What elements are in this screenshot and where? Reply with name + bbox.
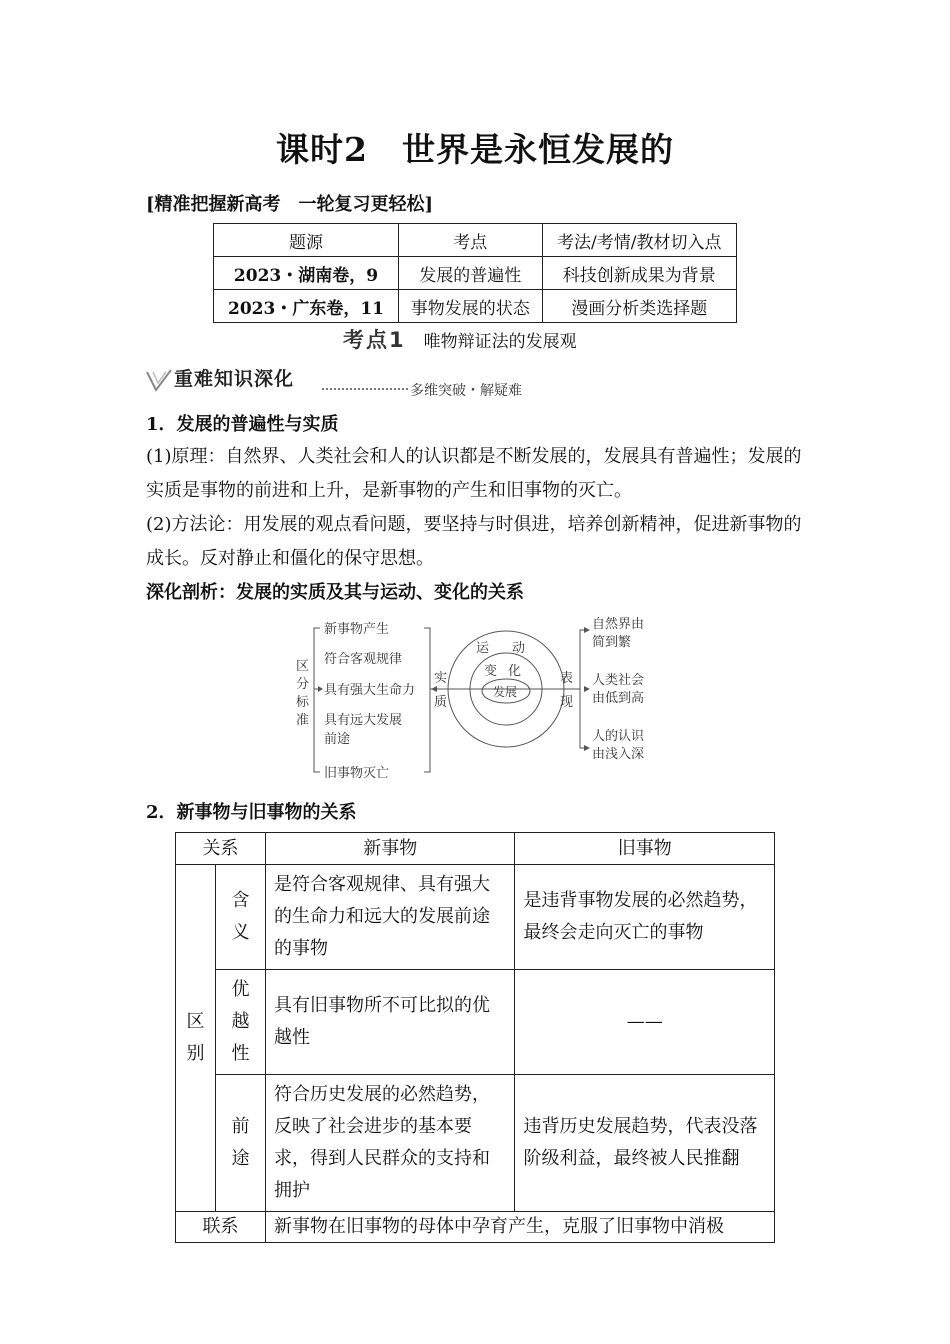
page-title: 课时2 世界是永恒发展的 (276, 130, 674, 169)
analysis-heading: 深化剖析：发展的实质及其与运动、变化的关系 (146, 582, 524, 603)
diagram-circle-label: 变 (484, 664, 498, 679)
header-relation: 关系 (176, 833, 266, 865)
section1-heading: 1．发展的普遍性与实质 (146, 414, 339, 435)
header-new: 新事物 (265, 833, 515, 865)
link-label: 联系 (176, 1212, 266, 1243)
link-text: 新事物在旧事物的母体中孕育产生，克服了旧事物中消极 (265, 1212, 774, 1243)
diagram-criterion: 具有强大生命力 (324, 683, 416, 698)
kaodian-heading (343, 324, 577, 354)
header-source: 题源 (214, 224, 399, 257)
section2-heading: 2．新事物与旧事物的关系 (146, 802, 357, 823)
diagram-manifest: 现 (560, 695, 574, 710)
diagram-label: 标 (296, 695, 310, 710)
diagram-circle-label: 发展 (493, 685, 518, 699)
kaodian-badge: 考点1 (343, 328, 406, 352)
group-label-difference: 区 别 (176, 865, 216, 1212)
row-label-future: 前 途 (215, 1075, 265, 1212)
cell-new-superiority: 具有旧事物所不可比拟的优越性 (265, 970, 515, 1075)
diagram-essence: 实 (434, 671, 448, 686)
cell: 2023・广东卷，11 (214, 290, 399, 323)
table-row (176, 1075, 775, 1212)
section-banner (144, 364, 544, 398)
relation-table (175, 832, 775, 1243)
source-table (213, 223, 737, 323)
header-old: 旧事物 (515, 833, 775, 865)
kaodian-text: 唯物辩证法的发展观 (423, 332, 577, 352)
diagram-label: 分 (296, 677, 310, 692)
diagram-example: 由浅入深 (592, 747, 645, 762)
table-row (176, 970, 775, 1075)
cell: 科技创新成果为背景 (542, 257, 737, 290)
diagram-label: 区 (296, 659, 310, 674)
principle-paragraph: (1)原理：自然界、人类社会和人的认识都是不断发展的，发展具有普遍性；发展的实质是事物的前进和上升，是新事物的产生和旧事物的灭亡。 (146, 446, 802, 501)
cell-old-meaning: 是违背事物发展的必然趋势，最终会走向灭亡的事物 (515, 865, 775, 970)
banner-title: 重难知识深化 (174, 368, 295, 390)
cell: 事物发展的状态 (398, 290, 542, 323)
banner-divider (322, 388, 408, 390)
row-label-meaning: 含 义 (215, 865, 265, 970)
diagram-example: 由低到高 (592, 691, 645, 706)
cell: 漫画分析类选择题 (542, 290, 737, 323)
diagram-criterion: 旧事物灭亡 (324, 766, 390, 781)
header-method: 考法/考情/教材切入点 (542, 224, 737, 257)
diagram-circle-label: 运 (476, 641, 490, 656)
diagram-example: 人的认识 (592, 729, 645, 744)
diagram-circle-label: 动 (512, 641, 526, 656)
diagram-example: 自然界由 (592, 617, 645, 632)
banner-subtitle: 多维突破・解疑难 (410, 383, 522, 399)
banner-chevron-icon (144, 366, 174, 396)
cell: 发展的普遍性 (398, 257, 542, 290)
diagram-essence: 质 (434, 695, 448, 710)
diagram-circle-label: 化 (508, 664, 522, 679)
cell-new-meaning: 是符合客观规律、具有强大的生命力和远大的发展前途的事物 (265, 865, 515, 970)
cell-old-superiority: —— (515, 970, 775, 1075)
cell-new-future: 符合历史发展的必然趋势，反映了社会进步的基本要求，得到人民群众的支持和拥护 (265, 1075, 515, 1212)
header-point: 考点 (398, 224, 542, 257)
diagram-criterion: 前途 (324, 732, 351, 747)
table-row (176, 865, 775, 970)
methodology-paragraph: (2)方法论：用发展的观点看问题，要坚持与时俱进，培养创新精神，促进新事物的成长。反对静止和僵化的保守思想。 (146, 514, 802, 569)
diagram-criterion: 具有远大发展 (324, 713, 403, 728)
diagram-manifest: 表 (560, 671, 574, 686)
development-diagram (290, 612, 670, 784)
table-row (176, 1212, 775, 1243)
diagram-criterion: 新事物产生 (324, 622, 390, 637)
tagline: [精准把握新高考 一轮复习更轻松] (146, 194, 434, 215)
diagram-criterion: 符合客观规律 (324, 652, 403, 667)
diagram-label: 准 (296, 713, 310, 728)
cell: 2023・湖南卷，9 (214, 257, 399, 290)
diagram-example: 简到繁 (592, 635, 632, 650)
cell-old-future: 违背历史发展趋势，代表没落阶级利益，最终被人民推翻 (515, 1075, 775, 1212)
table-row (214, 290, 737, 323)
row-label-superiority: 优 越 性 (215, 970, 265, 1075)
diagram-example: 人类社会 (592, 673, 645, 688)
table-row (214, 257, 737, 290)
